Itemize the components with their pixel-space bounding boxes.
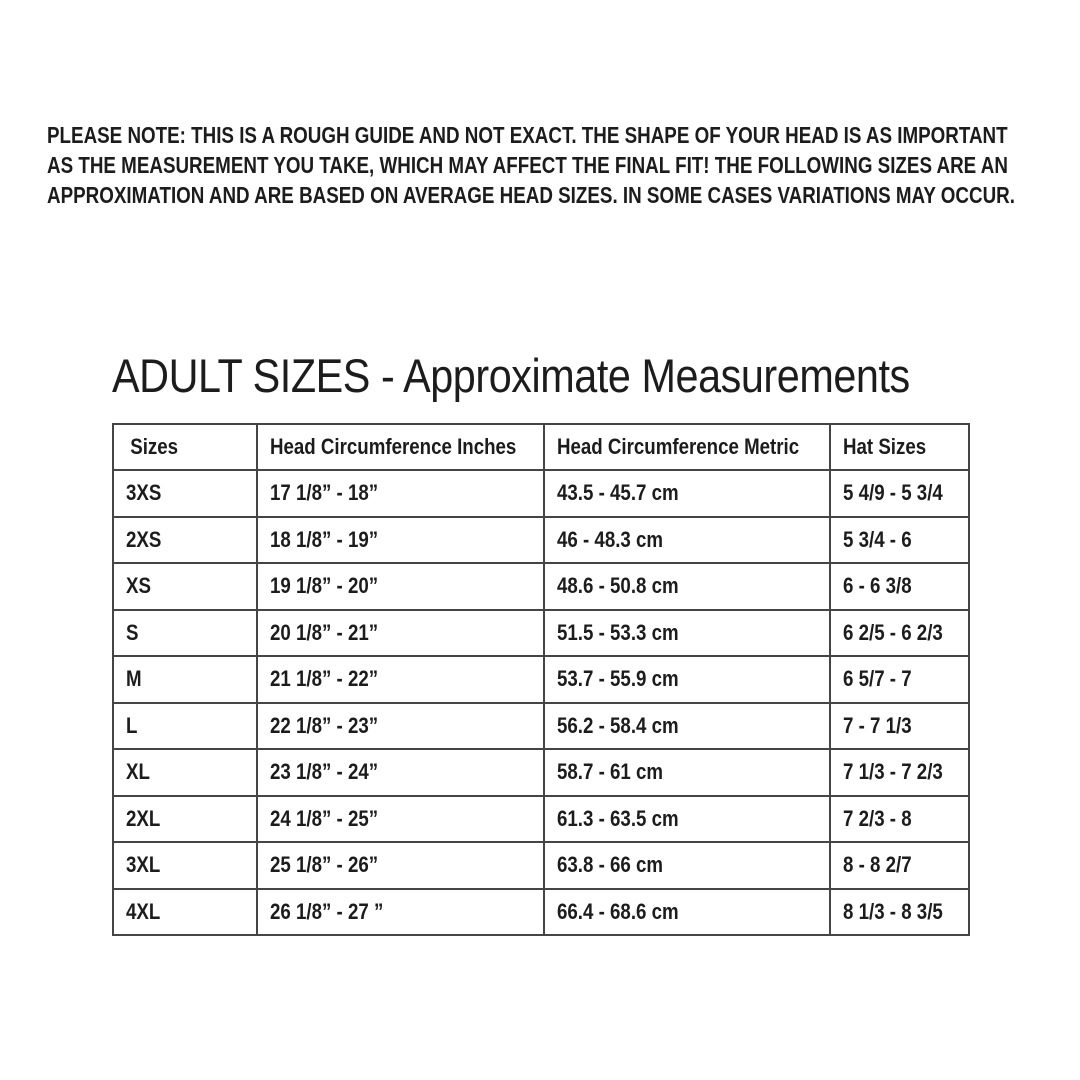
page-title [112,348,1019,403]
metric-cell [544,796,830,843]
metric-cell-text: 56.2 - 58.4 cm [557,712,679,738]
table-row [113,703,969,750]
inches-cell [257,749,544,796]
inches-cell-text: 26 1/8” - 27 ” [270,898,384,924]
col-header-sizes-label: Sizes [130,434,179,459]
inches-cell [257,470,544,517]
hat-size-cell-text: 7 1/3 - 7 2/3 [843,759,943,785]
hat-size-cell [830,610,969,657]
metric-cell-text: 48.6 - 50.8 cm [557,573,679,599]
metric-cell [544,470,830,517]
table-row [113,656,969,703]
metric-cell-text: 53.7 - 55.9 cm [557,666,679,692]
size-cell-text: S [126,619,139,645]
size-cell-text: XL [126,759,150,785]
metric-cell [544,889,830,936]
inches-cell [257,796,544,843]
inches-cell-text: 22 1/8” - 23” [270,712,379,738]
table-row [113,517,969,564]
hat-size-cell [830,749,969,796]
col-header-metric [544,424,830,470]
col-header-hat-sizes [830,424,969,470]
table-row [113,749,969,796]
hat-size-cell [830,889,969,936]
hat-size-cell [830,656,969,703]
inches-cell [257,610,544,657]
metric-cell-text: 46 - 48.3 cm [557,526,664,552]
col-header-metric-label: Head Circumference Metric [557,434,800,459]
inches-cell [257,703,544,750]
size-cell [113,889,257,936]
size-cell [113,796,257,843]
inches-cell-text: 20 1/8” - 21” [270,619,379,645]
inches-cell [257,842,544,889]
size-cell-text: L [126,712,138,738]
size-cell [113,656,257,703]
metric-cell [544,656,830,703]
inches-cell-text: 23 1/8” - 24” [270,759,379,785]
hat-size-cell-text: 6 2/5 - 6 2/3 [843,619,943,645]
hat-size-cell [830,563,969,610]
inches-cell [257,889,544,936]
metric-cell-text: 58.7 - 61 cm [557,759,664,785]
inches-cell-text: 17 1/8” - 18” [270,480,379,506]
hat-size-cell [830,470,969,517]
size-cell [113,470,257,517]
table-row [113,470,969,517]
note-line-2: AS THE MEASUREMENT YOU TAKE, WHICH MAY AFFECT THE FINAL FIT! THE FOLLOWING SIZES ARE AN [47,152,1008,178]
metric-cell [544,517,830,564]
col-header-hat-sizes-label: Hat Sizes [843,434,927,459]
table-row [113,610,969,657]
table-row [113,842,969,889]
inches-cell-text: 21 1/8” - 22” [270,666,379,692]
note-line-3: APPROXIMATION AND ARE BASED ON AVERAGE HEAD SIZES. IN SOME CASES VARIATIONS MAY OCCUR. [47,182,1015,208]
adult-sizes-table [112,423,970,936]
size-cell [113,842,257,889]
size-cell-text: 2XS [126,526,162,552]
table-row [113,796,969,843]
metric-cell [544,842,830,889]
hat-size-cell [830,517,969,564]
size-cell-text: XS [126,573,151,599]
inches-cell-text: 25 1/8” - 26” [270,852,379,878]
hat-size-cell-text: 6 5/7 - 7 [843,666,912,692]
col-header-inches-label: Head Circumference Inches [270,434,517,459]
metric-cell-text: 51.5 - 53.3 cm [557,619,679,645]
hat-size-cell [830,796,969,843]
col-header-sizes [113,424,257,470]
hat-size-cell-text: 8 1/3 - 8 3/5 [843,898,943,924]
metric-cell-text: 63.8 - 66 cm [557,852,664,878]
metric-cell [544,749,830,796]
metric-cell [544,563,830,610]
hat-size-cell-text: 6 - 6 3/8 [843,573,912,599]
metric-cell-text: 66.4 - 68.6 cm [557,898,679,924]
inches-cell-text: 19 1/8” - 20” [270,573,379,599]
hat-size-cell-text: 7 2/3 - 8 [843,805,912,831]
size-cell [113,517,257,564]
hat-size-cell [830,703,969,750]
note-line-1: PLEASE NOTE: THIS IS A ROUGH GUIDE AND NOT EXACT. THE SHAPE OF YOUR HEAD IS AS IMPORTANT [47,122,1008,148]
size-cell [113,563,257,610]
size-cell-text: 3XL [126,852,161,878]
inches-cell [257,563,544,610]
table-row [113,889,969,936]
hat-size-cell-text: 5 3/4 - 6 [843,526,912,552]
table-header-row [113,424,969,470]
size-cell-text: 4XL [126,898,161,924]
size-cell [113,749,257,796]
inches-cell [257,517,544,564]
page-title-text: ADULT SIZES - Approximate Measurements [112,349,910,402]
size-cell-text: M [126,666,142,692]
hat-size-cell-text: 5 4/9 - 5 3/4 [843,480,943,506]
hat-size-cell [830,842,969,889]
inches-cell-text: 24 1/8” - 25” [270,805,379,831]
metric-cell-text: 43.5 - 45.7 cm [557,480,679,506]
inches-cell-text: 18 1/8” - 19” [270,526,379,552]
metric-cell [544,610,830,657]
size-cell [113,703,257,750]
col-header-inches [257,424,544,470]
note-text [47,120,1057,210]
size-cell [113,610,257,657]
hat-size-cell-text: 7 - 7 1/3 [843,712,912,738]
metric-cell [544,703,830,750]
table-row [113,563,969,610]
size-cell-text: 3XS [126,480,162,506]
metric-cell-text: 61.3 - 63.5 cm [557,805,679,831]
hat-size-cell-text: 8 - 8 2/7 [843,852,912,878]
inches-cell [257,656,544,703]
size-cell-text: 2XL [126,805,161,831]
